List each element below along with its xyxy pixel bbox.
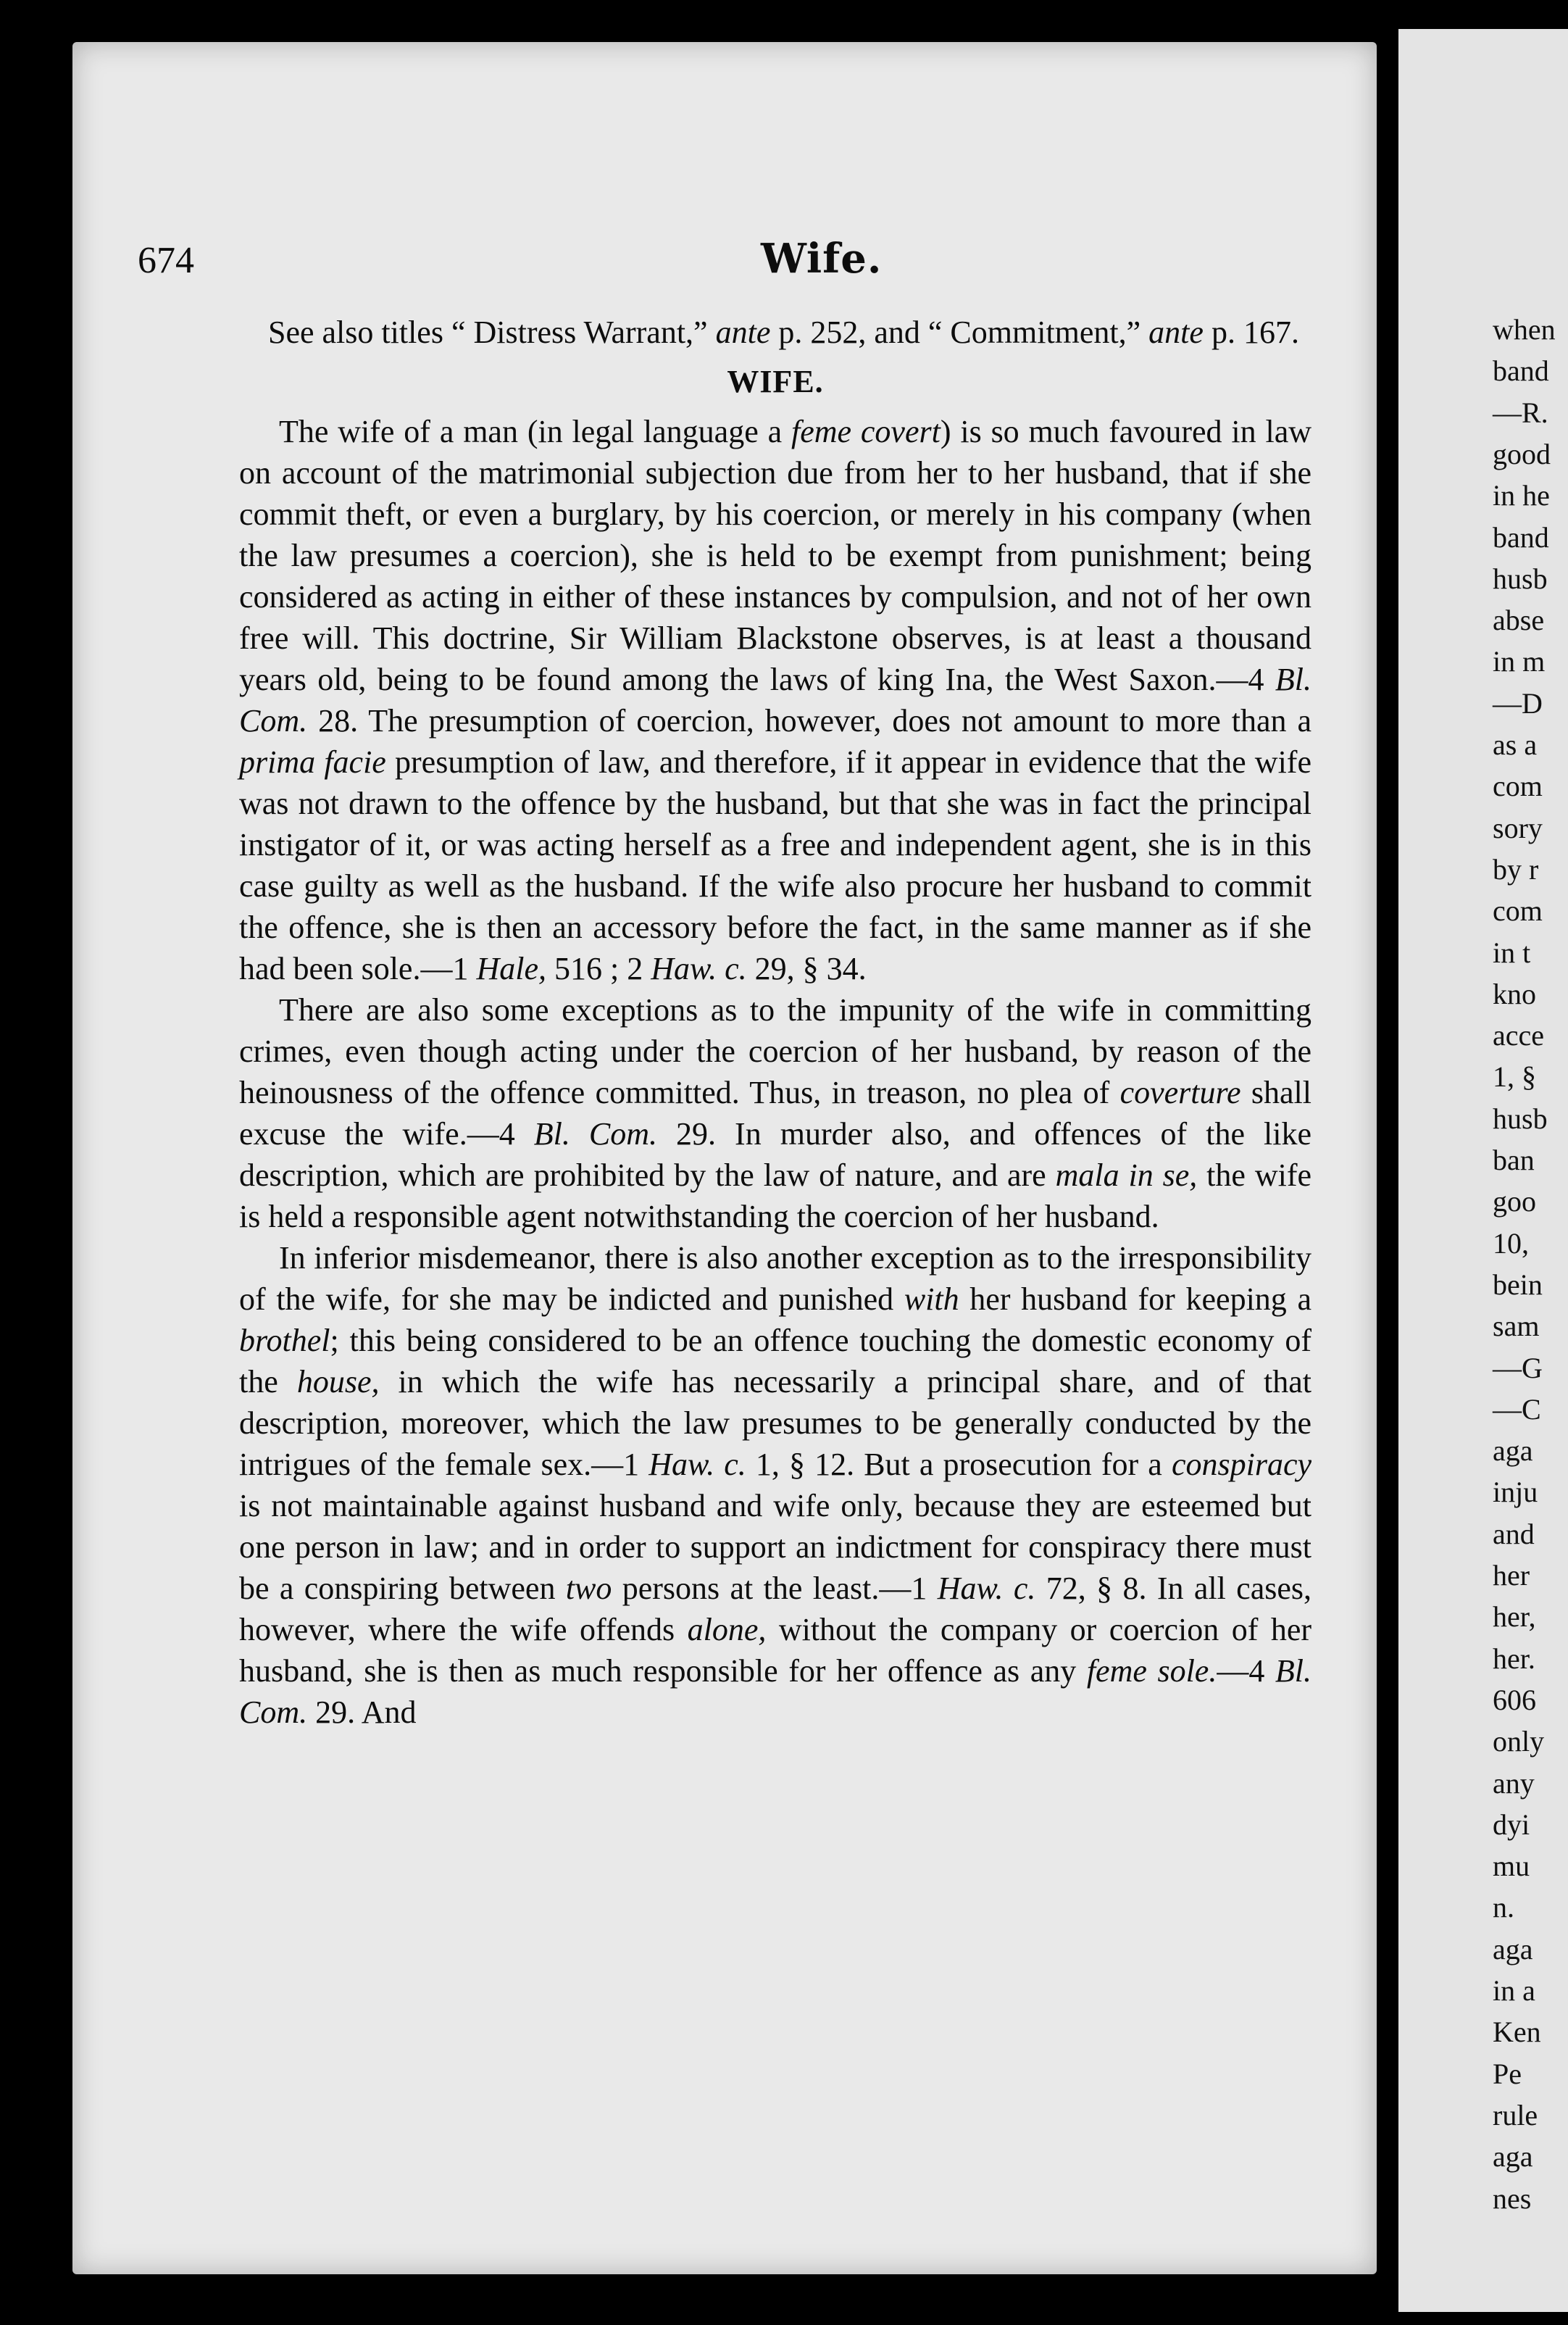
facing-page-fragment: n. xyxy=(1493,1891,1514,1924)
facing-page-fragment: aga xyxy=(1493,1932,1533,1966)
section-title: WIFE. xyxy=(727,364,824,399)
facing-page-fragment: Pe xyxy=(1493,2057,1522,2090)
facing-page-fragment: sam xyxy=(1493,1310,1540,1343)
facing-page-fragment: in a xyxy=(1493,1974,1535,2007)
facing-page-fragment: ban xyxy=(1493,1144,1535,1176)
facing-page-fragment: abse xyxy=(1493,604,1545,637)
facing-page-fragment: aga xyxy=(1493,2140,1533,2174)
running-head: Wife. xyxy=(761,235,883,283)
facing-page-fragment: kno xyxy=(1493,977,1536,1010)
facing-page-fragment: her. xyxy=(1493,1642,1535,1675)
facing-page-fragment: 10, xyxy=(1493,1226,1529,1260)
facing-page-fragment: 1, § xyxy=(1493,1060,1536,1094)
facing-page-fragment: her xyxy=(1493,1559,1530,1592)
facing-page-fragment: sory xyxy=(1493,811,1543,844)
page-body xyxy=(239,312,1311,1733)
facing-page-fragment: rule xyxy=(1493,2098,1538,2131)
facing-page-fragment: good xyxy=(1493,437,1551,470)
facing-page-fragment: goo xyxy=(1493,1185,1536,1218)
facing-page-fragment: band xyxy=(1493,520,1549,554)
facing-page-fragment: inju xyxy=(1493,1476,1538,1509)
facing-page-fragment: —D xyxy=(1493,686,1543,720)
facing-page-fragment: —R. xyxy=(1493,396,1548,429)
facing-page-fragment: husb xyxy=(1493,1102,1548,1135)
facing-page-fragment: —G xyxy=(1493,1351,1543,1384)
facing-page-edge xyxy=(1398,29,1568,2312)
facing-page-fragment: aga xyxy=(1493,1434,1533,1468)
facing-page-fragment: 606 xyxy=(1493,1683,1536,1716)
page-header xyxy=(138,235,1311,290)
facing-page-fragment: in he xyxy=(1493,479,1550,512)
facing-page-fragment: in t xyxy=(1493,936,1531,969)
facing-page-fragment: when xyxy=(1493,313,1556,346)
facing-page-fragment: bein xyxy=(1493,1268,1543,1301)
facing-page-fragment: her, xyxy=(1493,1600,1536,1634)
see-also-paragraph: See also titles “ Distress Warrant,” ante p. 252, and “ Commitment,” ante p. 167. xyxy=(268,315,1299,350)
facing-page-fragment: by r xyxy=(1493,852,1539,886)
facing-page-fragment: com xyxy=(1493,894,1543,928)
facing-page-fragment: only xyxy=(1493,1725,1545,1758)
facing-page-fragment: any xyxy=(1493,1766,1535,1800)
facing-page-fragment: acce xyxy=(1493,1019,1545,1052)
facing-page-fragment: and xyxy=(1493,1517,1535,1550)
facing-page-fragment: com xyxy=(1493,770,1543,803)
facing-page-fragment: —C xyxy=(1493,1392,1541,1426)
facing-page-fragment: as a xyxy=(1493,728,1538,761)
facing-page-fragment: band xyxy=(1493,354,1549,388)
paragraph-1: The wife of a man (in legal language a feme covert) is so much favoured in law on account of the matrimonial subjection due from her to her husband, that if she commit theft, or even a burglary, by his coercion, or merely in his company (when the law presumes a coercion), she is held to be exempt from punishment; being considered as acting in either of these instances by compulsion, and not of her own free will. This doctrine, Sir William Blackstone observes, is at least a thousand years old, being to be found among the laws of king Ina, the West Saxon.—4 Bl. Com. 28. The presumption of coercion, however, does not amount to more than a prima facie presumption of law, and therefore, if it appear in evidence that the wife was not drawn to the offence by the husband, but that she was in fact the principal instigator of it, or was acting herself as a free and independent agent, she is in this case guilty as well as the husband. If the wife also procure her husband to commit the offence, she is then an accessory before the fact, in the same manner as if she had been sole.—1 Hale, 516 ; 2 Haw. c. 29, § 34. xyxy=(239,414,1311,986)
facing-page-fragment: husb xyxy=(1493,562,1548,595)
paragraph-3: In inferior misdemeanor, there is also another exception as to the irresponsibility of the wife, for she may be indicted and punished with her husband for keeping a brothel; this being considered to be an offence touching the domestic economy of the house, in which the wife has necessarily a principal share, and of that description, moreover, which the law presumes to be generally conducted by the intrigues of the female sex.—1 Haw. c. 1, § 12. But a prosecution for a conspiracy is not maintainable against husband and wife only, because they are esteemed but one person in law; and in order to support an indictment for conspiracy there must be a conspiring between two persons at the least.—1 Haw. c. 72, § 8. In all cases, however, where the wife offends alone, without the company or coercion of her husband, she is then as much responsible for her offence as any feme sole.—4 Bl. Com. 29. And xyxy=(239,1240,1312,1730)
paragraph-2: There are also some exceptions as to the impunity of the wife in committing crimes, even though acting under the coercion of her husband, by reason of the heinousness of the offence committed. Thus, in treason, no plea of coverture shall excuse the wife.—4 Bl. Com. 29. In murder also, and offences of the like description, which are prohibited by the law of nature, and are mala in se, the wife is held a responsible agent notwithstanding the coercion of her husband. xyxy=(239,992,1311,1234)
facing-page-fragment: mu xyxy=(1493,1850,1530,1883)
facing-page-fragment: nes xyxy=(1493,2181,1532,2215)
facing-page-fragment: dyi xyxy=(1493,1808,1530,1841)
facing-page-fragment: in m xyxy=(1493,645,1546,678)
facing-page-fragment: Ken xyxy=(1493,2016,1541,2049)
page-number: 674 xyxy=(138,240,194,281)
